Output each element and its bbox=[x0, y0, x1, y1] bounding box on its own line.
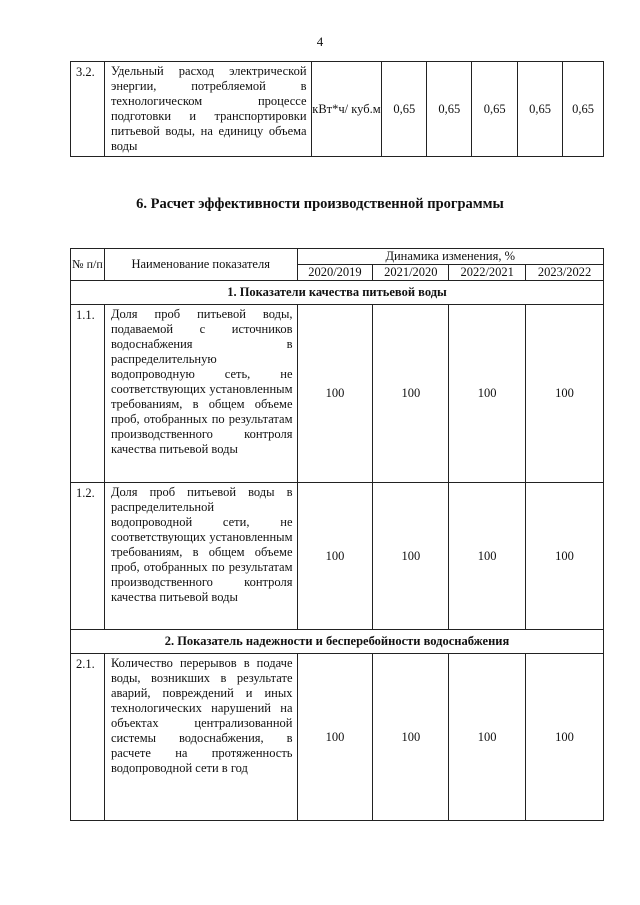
header-row bbox=[71, 249, 604, 265]
value-cell: 100 bbox=[297, 305, 373, 483]
value-cell: 100 bbox=[526, 654, 604, 821]
column-header-dynamics: Динамика изменения, % bbox=[297, 249, 604, 265]
column-header-number: № п/п bbox=[71, 249, 105, 281]
table-row bbox=[71, 305, 604, 483]
value-cell: 100 bbox=[297, 483, 373, 630]
year-header: 2023/2022 bbox=[526, 265, 604, 281]
indicator-name: Доля проб питьевой воды в распределительной водопроводной сети, не соответствующих установленным требованиям, в общем объеме проб, отобранных по результатам производственного контроля качества питьевой воды bbox=[104, 483, 297, 630]
value-cell: 0,65 bbox=[427, 62, 472, 157]
value-cell: 100 bbox=[373, 483, 449, 630]
value-cell: 0,65 bbox=[472, 62, 518, 157]
year-header: 2022/2021 bbox=[449, 265, 526, 281]
indicator-name: Доля проб питьевой воды, подаваемой с источников водоснабжения в распределительную водопроводную сеть, не соответствующих установленным требованиям, в общем объеме проб, отобранных по результатам производственного контроля качества питьевой воды bbox=[104, 305, 297, 483]
section-row bbox=[71, 281, 604, 305]
value-cell: 100 bbox=[449, 483, 526, 630]
value-cell: 100 bbox=[373, 654, 449, 821]
year-header: 2021/2020 bbox=[373, 265, 449, 281]
row-number: 1.1. bbox=[71, 305, 105, 483]
section-heading: 6. Расчет эффективности производственной программы bbox=[136, 196, 504, 212]
table-row bbox=[71, 483, 604, 630]
efficiency-table bbox=[70, 248, 604, 821]
unit-cell: кВт*ч/ куб.м bbox=[311, 62, 382, 157]
value-cell: 100 bbox=[449, 305, 526, 483]
indicator-name: Удельный расход электрической энергии, потребляемой в технологическом процессе подготовки и транспортировки питьевой воды, на единицу объема воды bbox=[104, 62, 311, 157]
table-row bbox=[71, 654, 604, 821]
row-number: 3.2. bbox=[71, 62, 105, 157]
page-number: 4 bbox=[316, 34, 324, 49]
section-title: 2. Показатель надежности и бесперебойности водоснабжения bbox=[71, 630, 604, 654]
value-cell: 0,65 bbox=[382, 62, 427, 157]
value-cell: 100 bbox=[297, 654, 373, 821]
section-row bbox=[71, 630, 604, 654]
row-number: 1.2. bbox=[71, 483, 105, 630]
value-cell: 0,65 bbox=[563, 62, 604, 157]
value-cell: 100 bbox=[449, 654, 526, 821]
year-header: 2020/2019 bbox=[297, 265, 373, 281]
value-cell: 100 bbox=[373, 305, 449, 483]
row-number: 2.1. bbox=[71, 654, 105, 821]
value-cell: 0,65 bbox=[518, 62, 563, 157]
table-row bbox=[71, 62, 604, 157]
top-table bbox=[70, 61, 604, 157]
column-header-name: Наименование показателя bbox=[104, 249, 297, 281]
value-cell: 100 bbox=[526, 483, 604, 630]
value-cell: 100 bbox=[526, 305, 604, 483]
section-title: 1. Показатели качества питьевой воды bbox=[71, 281, 604, 305]
indicator-name: Количество перерывов в подаче воды, возникших в результате аварий, повреждений и иных технологических нарушений на объектах централизованной системы водоснабжения, в расчете на протяженность водопроводной сети в год bbox=[104, 654, 297, 821]
